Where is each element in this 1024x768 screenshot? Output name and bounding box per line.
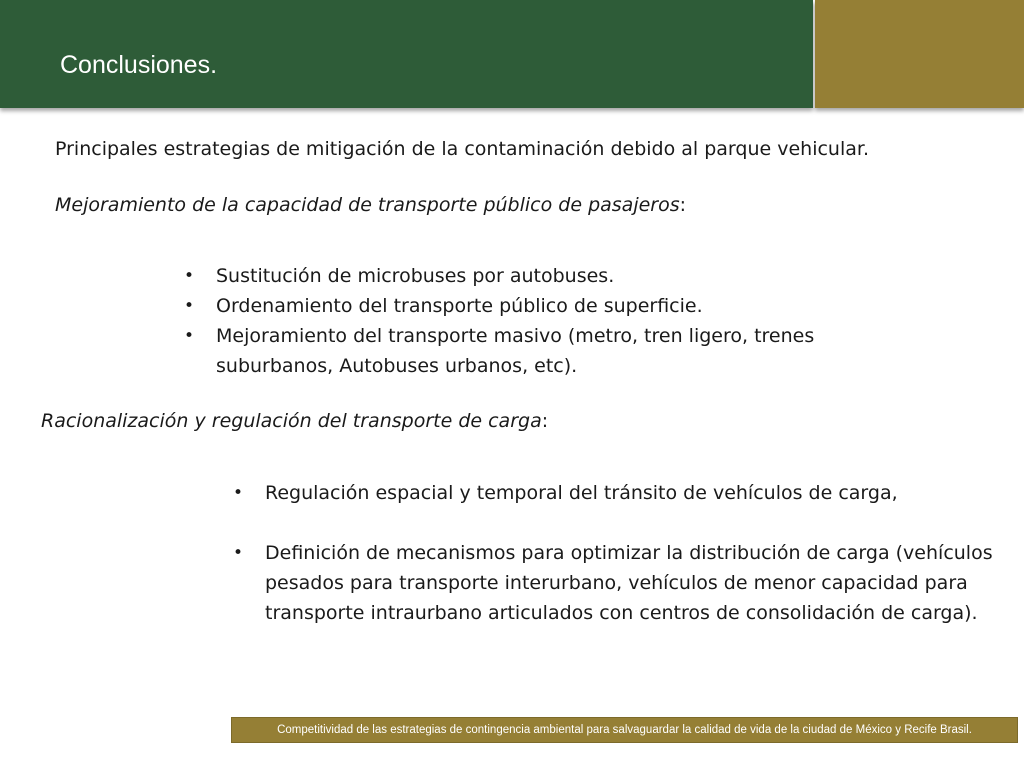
list-item — [184, 261, 904, 291]
section1-bullet-list — [184, 261, 904, 381]
intro-text: Principales estrategias de mitigación de la contaminación debido al parque vehicular. — [55, 138, 870, 160]
section2-colon: : — [541, 410, 549, 432]
list-item-text: Definición de mecanismos para optimizar la distribución de carga (vehículos pesados para transporte interurbano, vehículos de menor capacidad para transporte intraurbano articulados con centros de consolidación de carga). — [265, 542, 993, 624]
section1-colon: : — [679, 194, 687, 216]
list-item-text: Ordenamiento del transporte público de superficie. — [216, 295, 703, 317]
bullet-icon: • — [233, 483, 244, 503]
slide-title: Conclusiones. — [60, 51, 218, 79]
bullet-icon: • — [184, 266, 195, 286]
section2-heading — [41, 406, 548, 436]
list-item — [184, 321, 904, 381]
footer-banner: Competitividad de las estrategias de contingencia ambiental para salvaguardar la calidad de vida de la ciudad de México y Recife Brasil. — [231, 717, 1018, 743]
list-item-text: Mejoramiento del transporte masivo (metro, tren ligero, trenes suburbanos, Autobuses urbanos, etc). — [216, 325, 815, 377]
bullet-icon: • — [184, 296, 195, 316]
list-item-text: Regulación espacial y temporal del tránsito de vehículos de carga, — [265, 482, 898, 504]
list-item — [233, 478, 993, 508]
section2-bullet-list — [233, 478, 993, 628]
list-item — [184, 291, 904, 321]
list-item — [233, 538, 993, 628]
section1-heading — [55, 190, 686, 220]
section2-heading-text: Racionalización y regulación del transporte de carga — [41, 410, 542, 432]
bullet-icon: • — [184, 326, 195, 346]
section1-heading-text: Mejoramiento de la capacidad de transporte público de pasajeros — [55, 194, 680, 216]
header-gold-block — [815, 0, 1024, 108]
bullet-icon: • — [233, 543, 244, 563]
list-item-text: Sustitución de microbuses por autobuses. — [216, 265, 615, 287]
